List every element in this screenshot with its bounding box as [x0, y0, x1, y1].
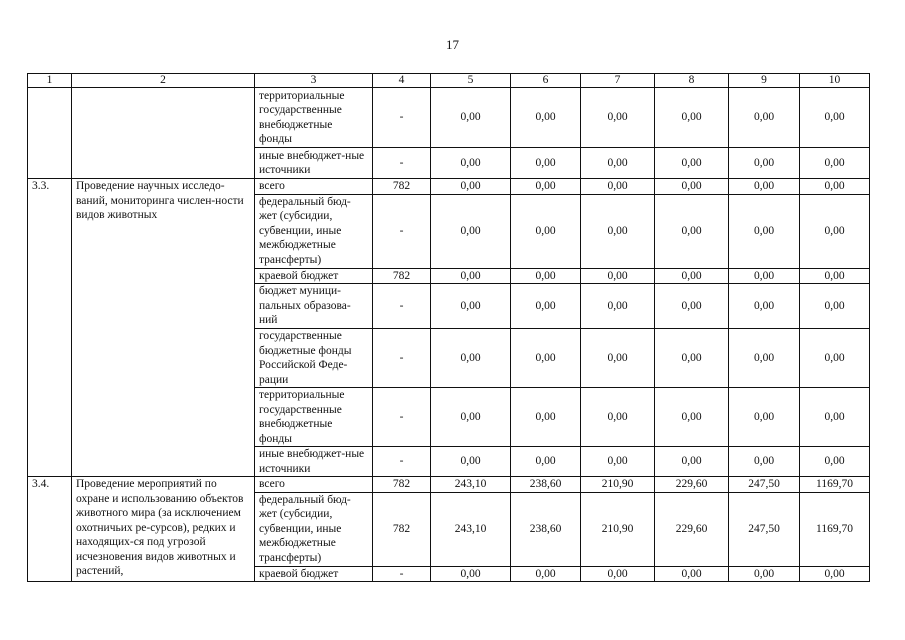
value-cell: 0,00 — [581, 148, 655, 179]
value-cell: 0,00 — [729, 388, 800, 447]
value-cell: 0,00 — [431, 268, 511, 284]
funding-source: федеральный бюд-жет (субсидии, субвенции, иные межбюджетные трансферты) — [255, 492, 373, 566]
column-header: 1 — [28, 74, 72, 88]
column-header: 3 — [255, 74, 373, 88]
value-cell: 0,00 — [655, 388, 729, 447]
code-cell: 782 — [373, 492, 431, 566]
code-cell: - — [373, 388, 431, 447]
funding-source: государственные бюджетные фонды Российской Феде-рации — [255, 329, 373, 388]
funding-source: иные внебюджет-ные источники — [255, 148, 373, 179]
value-cell: 0,00 — [581, 268, 655, 284]
value-cell: 0,00 — [511, 329, 581, 388]
table-row — [28, 477, 870, 493]
value-cell: 0,00 — [431, 329, 511, 388]
value-cell: 0,00 — [655, 194, 729, 268]
value-cell: 238,60 — [511, 492, 581, 566]
funding-source: бюджет муници-пальных образова-ний — [255, 284, 373, 329]
item-name-cell: Проведение научных исследо-ваний, мониторинга числен-ности видов животных — [72, 179, 255, 477]
value-cell: 0,00 — [800, 88, 870, 148]
value-cell: 229,60 — [655, 477, 729, 493]
value-cell: 0,00 — [581, 194, 655, 268]
value-cell: 0,00 — [511, 179, 581, 195]
value-cell: 0,00 — [800, 194, 870, 268]
value-cell: 0,00 — [729, 268, 800, 284]
value-cell: 210,90 — [581, 492, 655, 566]
value-cell: 0,00 — [431, 148, 511, 179]
value-cell: 247,50 — [729, 492, 800, 566]
value-cell: 229,60 — [655, 492, 729, 566]
item-number-cell: 3.4. — [28, 477, 72, 582]
table-header-row — [28, 74, 870, 88]
budget-table — [27, 73, 870, 582]
funding-source: территориальные государственные внебюджетные фонды — [255, 388, 373, 447]
value-cell: 0,00 — [511, 388, 581, 447]
funding-source: федеральный бюд-жет (субсидии, субвенции, иные межбюджетные трансферты) — [255, 194, 373, 268]
value-cell: 0,00 — [511, 148, 581, 179]
value-cell: 0,00 — [581, 284, 655, 329]
column-header: 8 — [655, 74, 729, 88]
column-header: 4 — [373, 74, 431, 88]
value-cell: 0,00 — [800, 268, 870, 284]
value-cell: 0,00 — [511, 88, 581, 148]
value-cell: 0,00 — [511, 447, 581, 477]
value-cell: 0,00 — [800, 447, 870, 477]
value-cell: 0,00 — [431, 194, 511, 268]
value-cell: 0,00 — [511, 194, 581, 268]
value-cell: 243,10 — [431, 477, 511, 493]
column-header: 5 — [431, 74, 511, 88]
value-cell: 210,90 — [581, 477, 655, 493]
code-cell: - — [373, 88, 431, 148]
value-cell: 0,00 — [655, 566, 729, 582]
item-number-cell — [28, 88, 72, 179]
code-cell: - — [373, 194, 431, 268]
value-cell: 0,00 — [511, 268, 581, 284]
value-cell: 0,00 — [729, 566, 800, 582]
value-cell: 0,00 — [655, 329, 729, 388]
value-cell: 0,00 — [800, 566, 870, 582]
value-cell: 0,00 — [511, 566, 581, 582]
value-cell: 0,00 — [729, 194, 800, 268]
funding-source: краевой бюджет — [255, 566, 373, 582]
table-row — [28, 179, 870, 195]
value-cell: 0,00 — [800, 284, 870, 329]
code-cell: 782 — [373, 179, 431, 195]
table-row — [28, 88, 870, 148]
value-cell: 0,00 — [431, 447, 511, 477]
value-cell: 1169,70 — [800, 477, 870, 493]
code-cell: - — [373, 329, 431, 388]
value-cell: 0,00 — [655, 268, 729, 284]
value-cell: 0,00 — [655, 179, 729, 195]
item-name-cell — [72, 88, 255, 179]
code-cell: - — [373, 447, 431, 477]
funding-source: всего — [255, 179, 373, 195]
value-cell: 0,00 — [431, 388, 511, 447]
value-cell: 0,00 — [729, 447, 800, 477]
value-cell: 247,50 — [729, 477, 800, 493]
funding-source: территориальные государственные внебюджетные фонды — [255, 88, 373, 148]
value-cell: 1169,70 — [800, 492, 870, 566]
code-cell: - — [373, 284, 431, 329]
column-header: 7 — [581, 74, 655, 88]
value-cell: 0,00 — [431, 88, 511, 148]
value-cell: 0,00 — [729, 329, 800, 388]
value-cell: 0,00 — [431, 179, 511, 195]
value-cell: 0,00 — [655, 88, 729, 148]
value-cell: 0,00 — [581, 329, 655, 388]
value-cell: 0,00 — [729, 88, 800, 148]
value-cell: 0,00 — [431, 566, 511, 582]
funding-source: краевой бюджет — [255, 268, 373, 284]
value-cell: 0,00 — [729, 179, 800, 195]
value-cell: 0,00 — [800, 329, 870, 388]
column-header: 2 — [72, 74, 255, 88]
code-cell: 782 — [373, 268, 431, 284]
column-header: 9 — [729, 74, 800, 88]
code-cell: - — [373, 566, 431, 582]
value-cell: 0,00 — [581, 566, 655, 582]
item-number-cell: 3.3. — [28, 179, 72, 477]
value-cell: 0,00 — [800, 388, 870, 447]
funding-source: иные внебюджет-ные источники — [255, 447, 373, 477]
column-header: 10 — [800, 74, 870, 88]
value-cell: 238,60 — [511, 477, 581, 493]
value-cell: 0,00 — [581, 388, 655, 447]
value-cell: 0,00 — [581, 179, 655, 195]
value-cell: 243,10 — [431, 492, 511, 566]
value-cell: 0,00 — [800, 148, 870, 179]
value-cell: 0,00 — [655, 284, 729, 329]
value-cell: 0,00 — [800, 179, 870, 195]
funding-source: всего — [255, 477, 373, 493]
value-cell: 0,00 — [729, 284, 800, 329]
value-cell: 0,00 — [655, 447, 729, 477]
value-cell: 0,00 — [431, 284, 511, 329]
page-number: 17 — [446, 37, 459, 52]
value-cell: 0,00 — [729, 148, 800, 179]
value-cell: 0,00 — [581, 447, 655, 477]
value-cell: 0,00 — [511, 284, 581, 329]
code-cell: - — [373, 148, 431, 179]
item-name-cell: Проведение мероприятий по охране и использованию объектов животного мира (за исключением охотничьих ре-сурсов), редких и находящих-ся под угрозой исчезновения видов животных и растений, — [72, 477, 255, 582]
value-cell: 0,00 — [581, 88, 655, 148]
column-header: 6 — [511, 74, 581, 88]
value-cell: 0,00 — [655, 148, 729, 179]
code-cell: 782 — [373, 477, 431, 493]
